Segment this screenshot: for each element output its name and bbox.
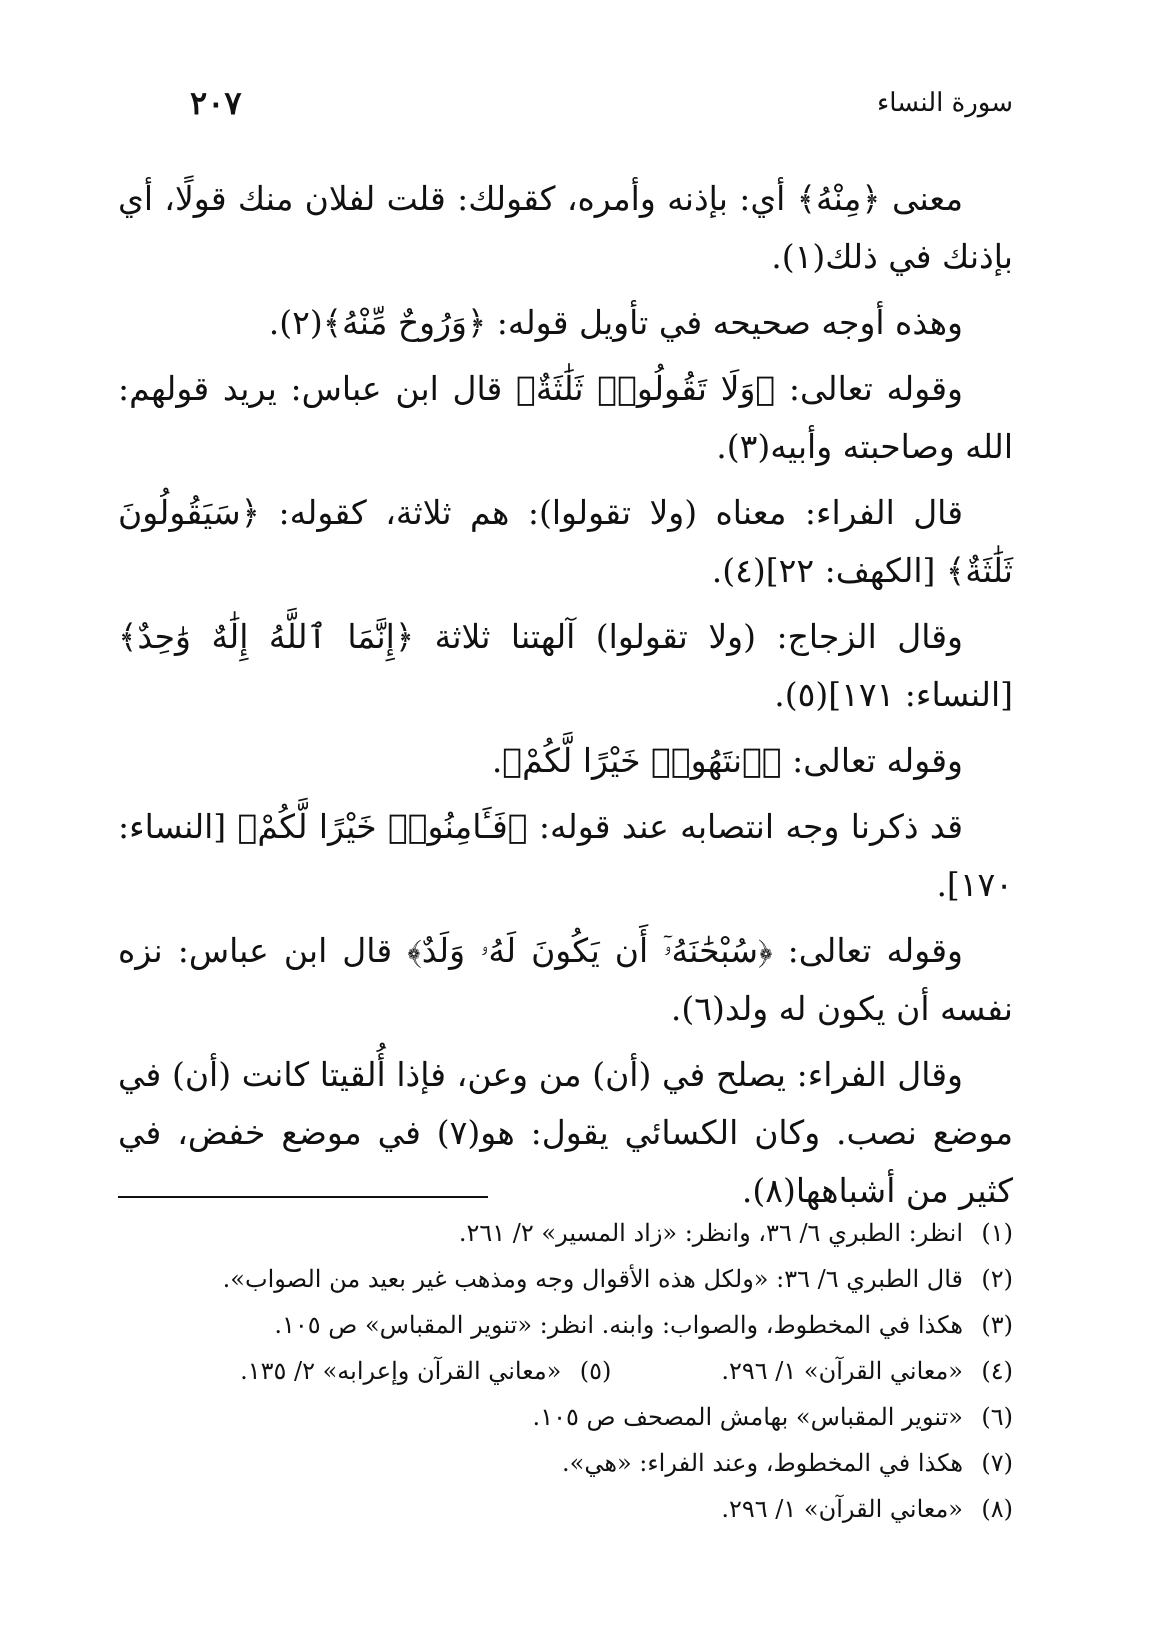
- footnote-divider: [118, 1196, 488, 1198]
- paragraph: وقوله تعالى: ﴿وَلَا تَقُولُوا۟ ثَلَٰثَةٌ﴾ قال ابن عباس: يريد قولهم: الله وصاحبته وأبيه(٣).: [118, 369, 1013, 466]
- footnote-text: «معاني القرآن» ١/ ٢٩٦.: [721, 1357, 963, 1385]
- footnote-text: «معاني القرآن وإعرابه» ٢/ ١٣٥.: [240, 1357, 562, 1385]
- footnote-number: (١): [981, 1219, 1013, 1247]
- footnote-text: «معاني القرآن» ١/ ٢٩٦.: [721, 1495, 963, 1523]
- footnote: [240, 1348, 611, 1394]
- footnote-text: هكذا في المخطوط، والصواب: وابنه. انظر: «تنوير المقباس» ص ١٠٥.: [274, 1311, 963, 1339]
- page-number: ٢٠٧: [190, 84, 242, 122]
- paragraph: وقال الفراء: يصلح في (أن) من وعن، فإذا أُلقيتا كانت (أن) في موضع نصب. وكان الكسائي يقول: هو(٧) في موضع خفض، في كثير من أشباهها(٨).: [118, 1055, 1014, 1210]
- footnote-text: انظر: الطبري ٦/ ٣٦، وانظر: «زاد المسير» ٢/ ٢٦١.: [458, 1219, 963, 1247]
- footnote-number: (٣): [981, 1311, 1013, 1339]
- footnote: [118, 1256, 1013, 1302]
- paragraph: معنى ﴿مِنْهُ﴾ أي: بإذنه وأمره، كقولك: قلت لفلان منك قولًا، أي بإذنك في ذلك(١).: [118, 179, 1013, 276]
- paragraph: قال الفراء: معناه (ولا تقولوا): هم ثلاثة، كقوله: ﴿سَيَقُولُونَ ثَلَٰثَةٌ﴾ [الكهف: ٢٢](٤).: [118, 493, 1013, 590]
- paragraph: قد ذكرنا وجه انتصابه عند قوله: ﴿فَـَٔامِنُوا۟ خَيْرًا لَّكُمْ﴾ [النساء: ١٧٠].: [118, 807, 1013, 904]
- footnote-number: (٦): [981, 1403, 1013, 1431]
- footnote-pair: [118, 1348, 1013, 1394]
- footnotes: [118, 1210, 1013, 1532]
- footnote-number: (٨): [981, 1495, 1013, 1523]
- paragraph: وقوله تعالى: ﴿ٱنتَهُوا۟ خَيْرًا لَّكُمْ﴾.: [491, 741, 963, 780]
- footnote: [118, 1210, 1013, 1256]
- running-header-title: سورة النساء: [877, 88, 1013, 118]
- main-text: [118, 170, 1013, 1228]
- footnote-number: (٢): [981, 1265, 1013, 1293]
- footnote: [721, 1348, 1013, 1394]
- paragraph: وقوله تعالى: ﴿سُبْحَٰنَهُۥٓ أَن يَكُونَ لَهُۥ وَلَدٌ﴾ قال ابن عباس: نزه نفسه أن يكون له ولد(٦).: [118, 931, 1013, 1028]
- footnote-number: (٧): [981, 1449, 1013, 1477]
- footnote: [118, 1302, 1013, 1348]
- footnote-text: هكذا في المخطوط، وعند الفراء: «هي».: [562, 1449, 963, 1477]
- footnote: [118, 1486, 1013, 1532]
- paragraph: وقال الزجاج: (ولا تقولوا) آلهتنا ثلاثة ﴿إِنَّمَا ٱللَّهُ إِلَٰهٌ وَٰحِدٌ﴾ [النساء: ١٧١](٥).: [118, 617, 1013, 714]
- footnote-text: «تنوير المقباس» بهامش المصحف ص ١٠٥.: [532, 1403, 963, 1431]
- paragraph: وهذه أوجه صحيحه في تأويل قوله: ﴿وَرُوحٌ مِّنْهُ﴾(٢).: [268, 303, 963, 342]
- footnote-number: (٥): [579, 1357, 612, 1385]
- footnote-number: (٤): [981, 1357, 1013, 1385]
- footnote: [118, 1440, 1013, 1486]
- footnote-text: قال الطبري ٦/ ٣٦: «ولكل هذه الأقوال وجه ومذهب غير بعيد من الصواب».: [222, 1265, 963, 1293]
- footnote: [118, 1394, 1013, 1440]
